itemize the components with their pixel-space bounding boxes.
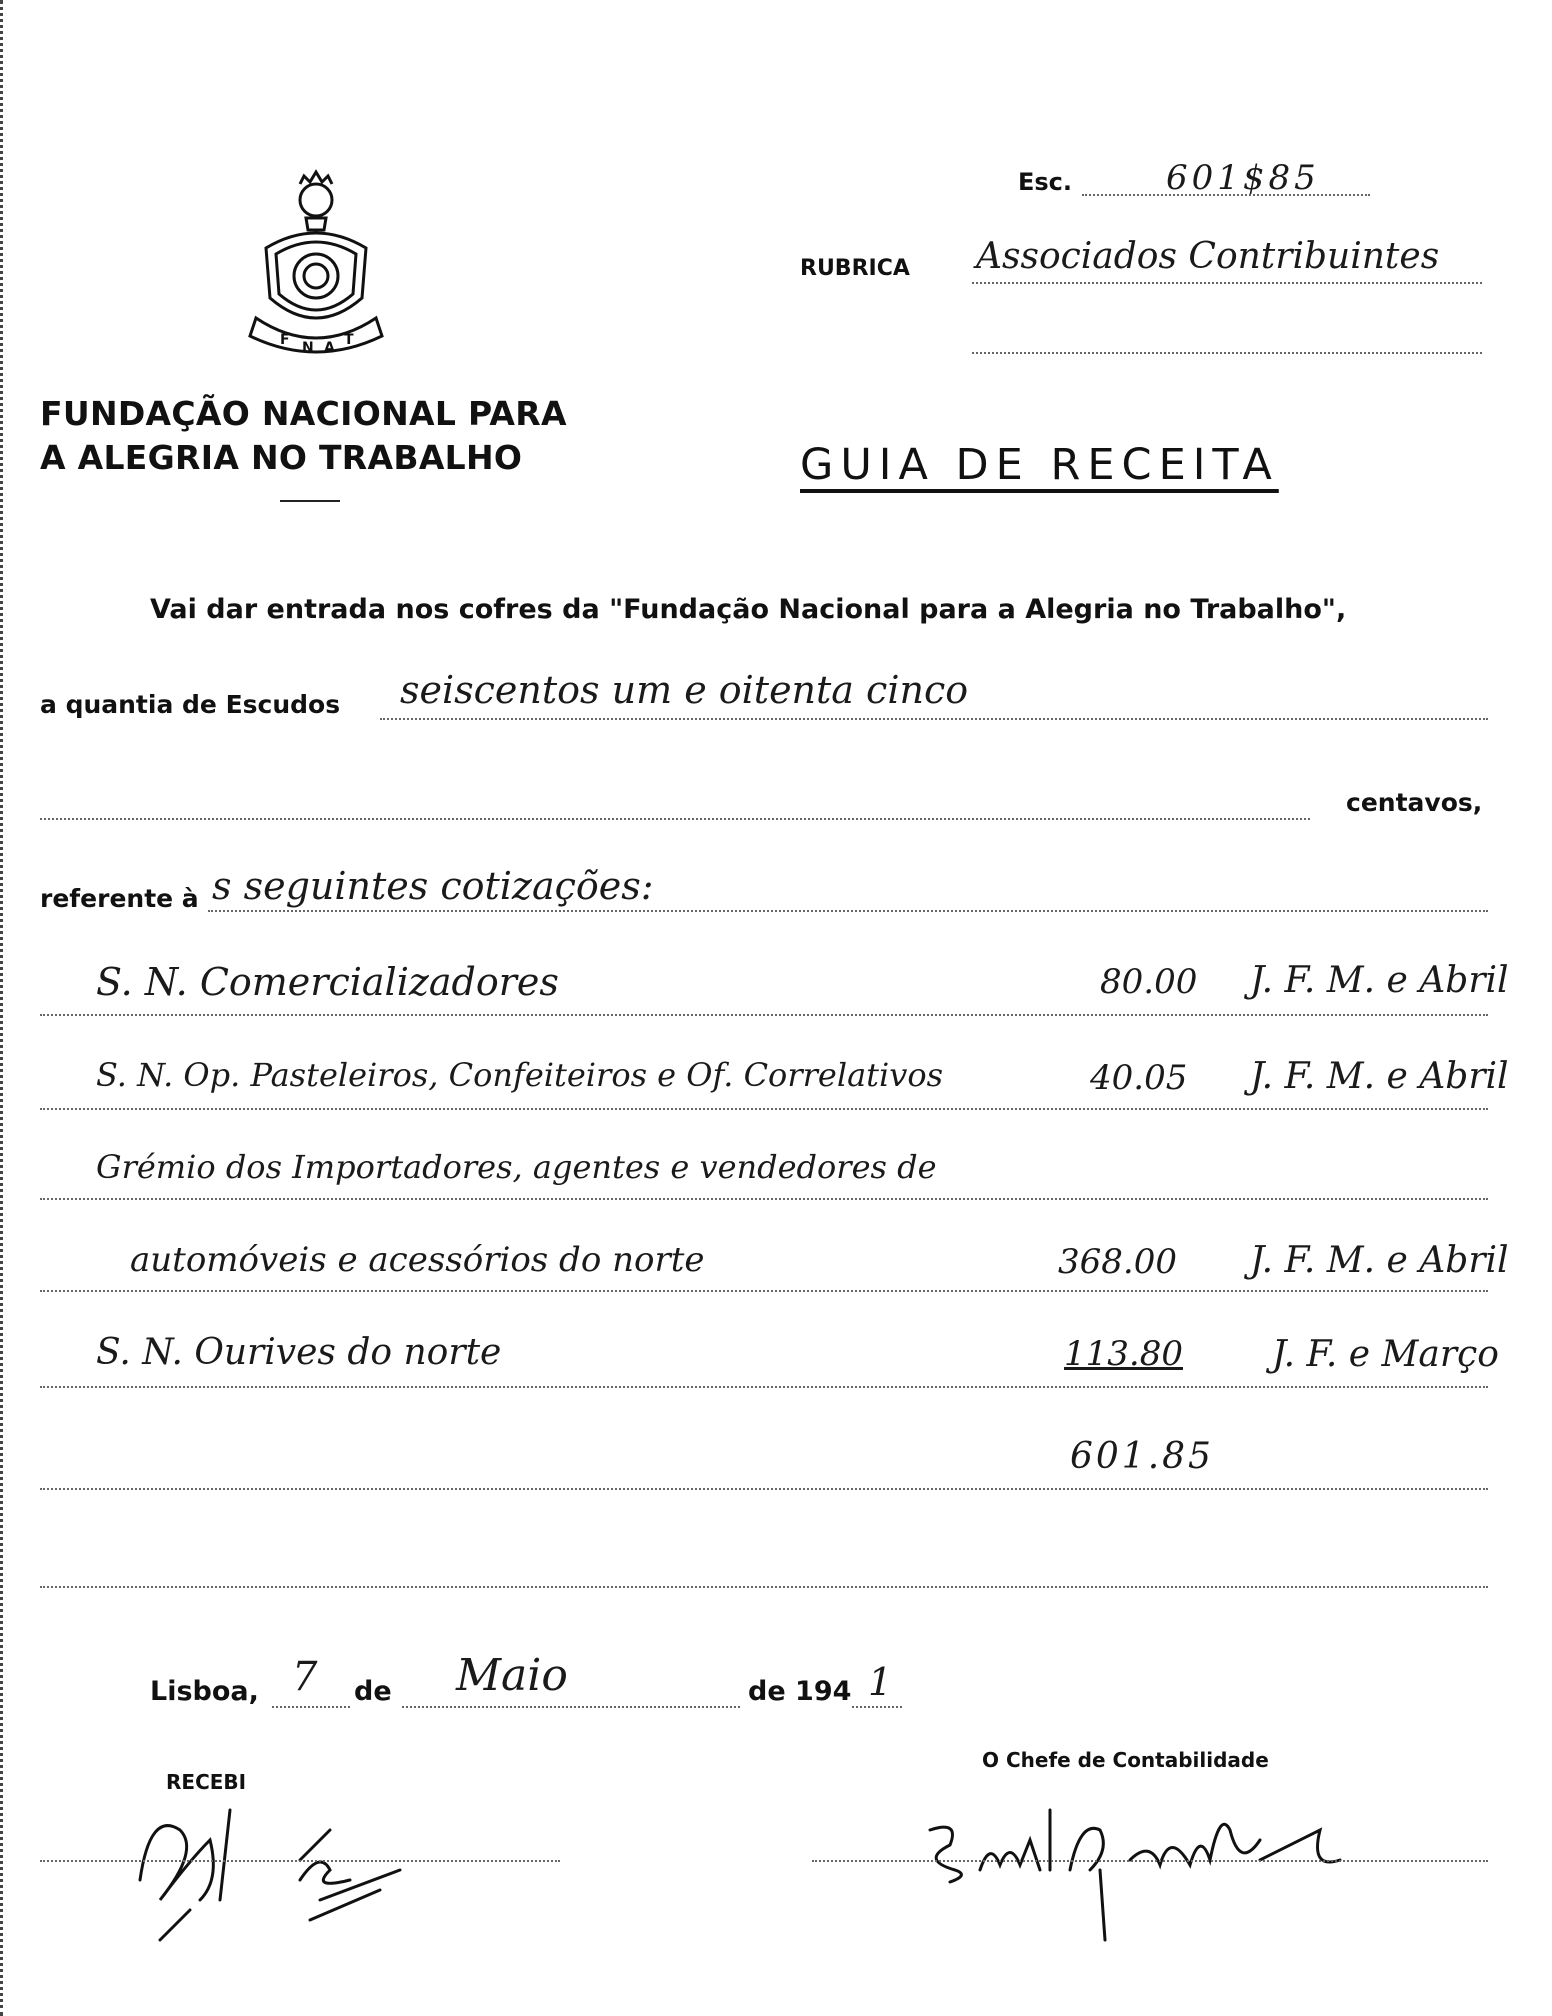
referente-line bbox=[208, 910, 1488, 912]
date-day: 7 bbox=[292, 1654, 318, 1700]
date-de-label: de bbox=[354, 1676, 392, 1707]
total-line bbox=[40, 1488, 1488, 1490]
organization-name bbox=[40, 392, 567, 480]
item-line-2 bbox=[40, 1108, 1488, 1110]
document-title: GUIA DE RECEITA bbox=[800, 440, 1279, 490]
referente-value: s seguintes cotizações: bbox=[212, 864, 654, 908]
chefe-signature-line bbox=[812, 1860, 1488, 1862]
recebi-label: RECEBI bbox=[166, 1770, 247, 1794]
total-amount: 601.85 bbox=[1070, 1436, 1214, 1477]
item-2-amount: 40.05 bbox=[1090, 1058, 1188, 1098]
fnat-emblem-icon bbox=[236, 168, 396, 368]
esc-label: Esc. bbox=[1018, 168, 1073, 196]
item-5-period: J. F. e Março bbox=[1272, 1334, 1499, 1375]
date-year-digit: 1 bbox=[868, 1660, 893, 1704]
item-line-3 bbox=[40, 1198, 1488, 1200]
item-line-1 bbox=[40, 1014, 1488, 1016]
recebi-signature-line bbox=[40, 1860, 560, 1862]
item-line-4 bbox=[40, 1290, 1488, 1292]
svg-text:T: T bbox=[344, 332, 354, 348]
item-2-period: J. F. M. e Abril bbox=[1250, 1056, 1509, 1097]
rubrica-line bbox=[972, 282, 1482, 284]
item-1-period: J. F. M. e Abril bbox=[1250, 960, 1509, 1001]
date-city-label: Lisboa, bbox=[150, 1676, 259, 1707]
date-month: Maio bbox=[456, 1650, 568, 1701]
item-5-description: S. N. Ourives do norte bbox=[96, 1332, 502, 1373]
item-4-period: J. F. M. e Abril bbox=[1250, 1240, 1509, 1281]
blank-line bbox=[40, 1586, 1488, 1588]
item-4-description: automóveis e acessórios do norte bbox=[130, 1240, 705, 1280]
item-4-amount: 368.00 bbox=[1058, 1242, 1177, 1282]
organization-name-line1: FUNDAÇÃO NACIONAL PARA bbox=[40, 394, 567, 433]
quantia-label: a quantia de Escudos bbox=[40, 690, 341, 719]
organization-name-line2: A ALEGRIA NO TRABALHO bbox=[40, 438, 523, 477]
referente-label: referente à bbox=[40, 884, 199, 913]
quantia-line bbox=[380, 718, 1488, 720]
item-2-description: S. N. Op. Pasteleiros, Confeiteiros e Of. Correlativos bbox=[96, 1056, 944, 1094]
item-1-amount: 80.00 bbox=[1100, 962, 1198, 1002]
organization-divider bbox=[280, 500, 340, 502]
quantia-value: seiscentos um e oitenta cinco bbox=[400, 668, 969, 712]
item-1-description: S. N. Comercializadores bbox=[96, 960, 559, 1004]
date-year-line bbox=[852, 1706, 902, 1708]
rubrica-line-2 bbox=[972, 352, 1482, 354]
item-5-amount: 113.80 bbox=[1064, 1334, 1183, 1374]
centavos-label: centavos, bbox=[1346, 788, 1483, 817]
date-month-line bbox=[402, 1706, 740, 1708]
chefe-label: O Chefe de Contabilidade bbox=[982, 1748, 1269, 1772]
rubrica-label: RUBRICA bbox=[800, 256, 910, 281]
svg-text:F: F bbox=[280, 332, 290, 348]
quantia-line-2 bbox=[40, 818, 1310, 820]
intro-text: Vai dar entrada nos cofres da "Fundação Nacional para a Alegria no Trabalho", bbox=[150, 594, 1347, 625]
date-day-line bbox=[272, 1706, 350, 1708]
item-line-5 bbox=[40, 1386, 1488, 1388]
svg-text:A: A bbox=[324, 340, 335, 356]
esc-amount-value: 601$85 bbox=[1166, 158, 1320, 198]
item-3-description: Grémio dos Importadores, agentes e vendedores de bbox=[96, 1148, 937, 1186]
rubrica-value: Associados Contribuintes bbox=[976, 236, 1440, 277]
svg-text:N: N bbox=[302, 340, 314, 356]
date-year-label: de 194 bbox=[748, 1676, 852, 1707]
page-left-border bbox=[0, 0, 8, 2016]
